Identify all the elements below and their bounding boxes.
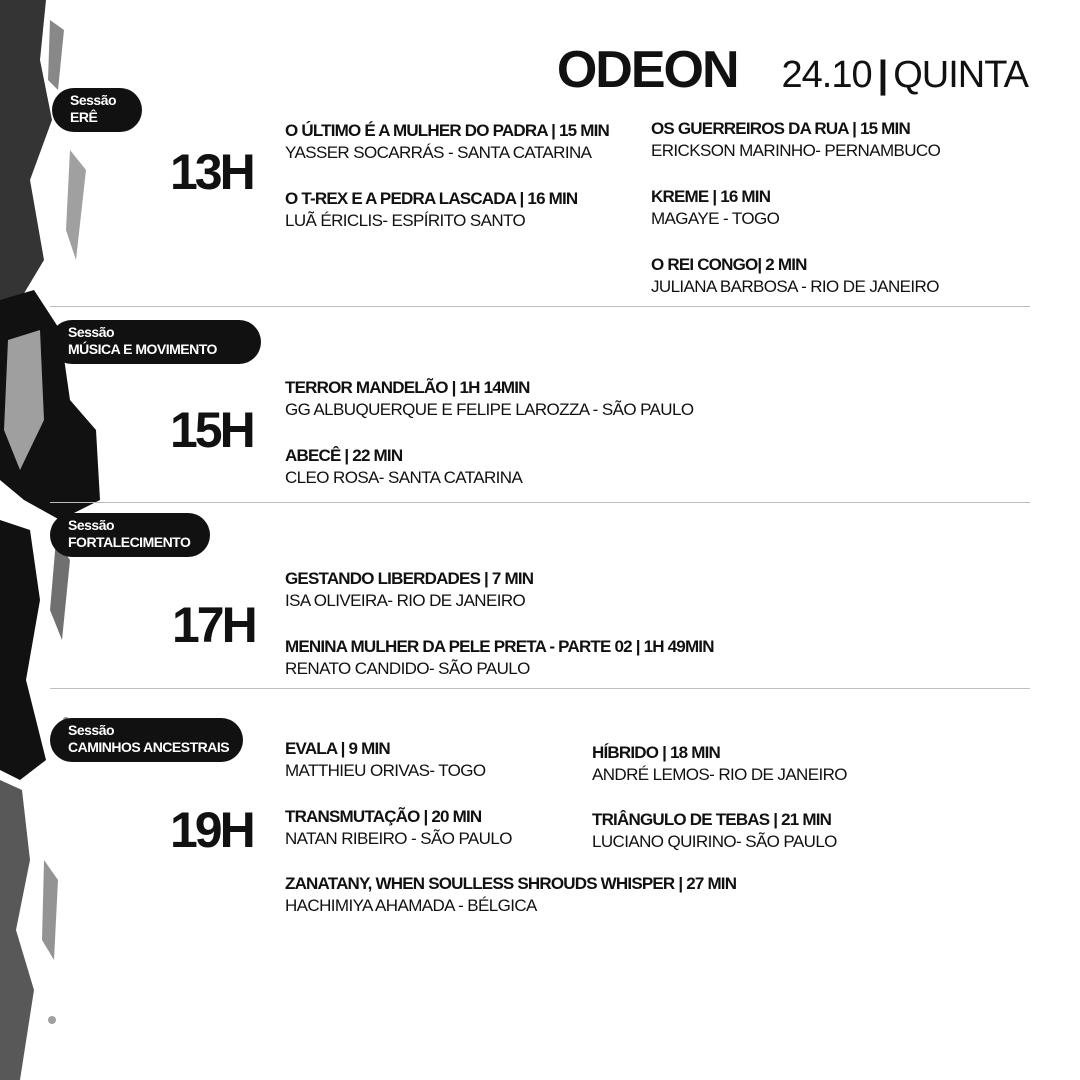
session-name: FORTALECIMENTO [68,534,191,550]
session-name: CAMINHOS ANCESTRAIS [68,739,230,755]
film-credit: ISA OLIVEIRA- RIO DE JANEIRO [285,591,526,610]
film-item [592,742,847,786]
film-title: TRANSMUTAÇÃO | 20 MIN [285,807,482,826]
film-title: ZANATANY, WHEN SOULLESS SHROUDS WHISPER | 27 MIN [285,874,737,893]
session-name: ERÊ [70,109,98,125]
film-title: HÍBRIDO | 18 MIN [592,743,720,762]
film-title: TERROR MANDELÃO | 1H 14MIN [285,378,530,397]
session-pill-ere [52,88,142,132]
film-credit: ANDRÉ LEMOS- RIO DE JANEIRO [592,765,847,784]
venue-title: ODEON [556,41,738,99]
divider [50,502,1030,503]
session-label: Sessão [70,92,117,108]
film-title: GESTANDO LIBERDADES | 7 MIN [285,569,534,588]
film-item [592,809,837,853]
divider [50,688,1030,689]
film-item [285,568,533,612]
film-credit: LUCIANO QUIRINO- SÃO PAULO [592,832,837,851]
film-title: EVALA | 9 MIN [285,739,390,758]
film-credit: ERICKSON MARINHO- PERNAMBUCO [651,141,941,160]
film-title: O T-REX E A PEDRA LASCADA | 16 MIN [285,189,578,208]
film-item [651,118,940,162]
film-credit: RENATO CANDIDO- SÃO PAULO [285,659,530,678]
film-title: O ÚLTIMO É A MULHER DO PADRA | 15 MIN [285,121,609,140]
film-title: MENINA MULHER DA PELE PRETA - PARTE 02 | 1H 49MIN [285,637,714,656]
film-title: OS GUERREIROS DA RUA | 15 MIN [651,119,910,138]
session-time: 13H [170,144,253,200]
film-credit: MATTHIEU ORIVAS- TOGO [285,761,486,780]
session-label: Sessão [68,722,115,738]
film-item [285,188,577,232]
film-item [285,738,486,782]
session-time: 19H [170,802,253,858]
film-credit: YASSER SOCARRÁS - SANTA CATARINA [285,143,592,162]
session-pill-musica [50,320,261,364]
film-credit: NATAN RIBEIRO - SÃO PAULO [285,829,512,848]
date-line [782,54,1028,97]
film-credit: CLEO ROSA- SANTA CATARINA [285,468,523,487]
film-item [285,806,512,850]
weekday: QUINTA [893,54,1028,96]
session-name: MÚSICA E MOVIMENTO [68,341,217,357]
film-item [285,377,693,421]
session-label: Sessão [68,324,115,340]
film-item [651,254,939,298]
film-credit: LUÃ ÉRICLIS- ESPÍRITO SANTO [285,211,526,230]
date-separator: | [877,54,888,96]
film-title: KREME | 16 MIN [651,187,771,206]
film-item [285,636,714,680]
session-pill-caminhos [50,718,243,762]
film-title: ABECÊ | 22 MIN [285,446,403,465]
film-item [285,873,736,917]
divider [50,306,1030,307]
film-item [285,120,609,164]
film-credit: GG ALBUQUERQUE E FELIPE LAROZZA - SÃO PAULO [285,400,694,419]
date: 24.10 [781,54,872,96]
film-title: O REI CONGO| 2 MIN [651,255,807,274]
session-time: 15H [170,402,253,458]
film-item [285,445,522,489]
film-item [651,186,779,230]
session-time: 17H [172,597,255,653]
film-title: TRIÂNGULO DE TEBAS | 21 MIN [592,810,832,829]
header [557,40,1028,100]
film-credit: JULIANA BARBOSA - RIO DE JANEIRO [651,277,939,296]
film-credit: HACHIMIYA AHAMADA - BÉLGICA [285,896,537,915]
session-pill-fortalecimento [50,513,210,557]
session-label: Sessão [68,517,115,533]
film-credit: MAGAYE - TOGO [651,209,780,228]
